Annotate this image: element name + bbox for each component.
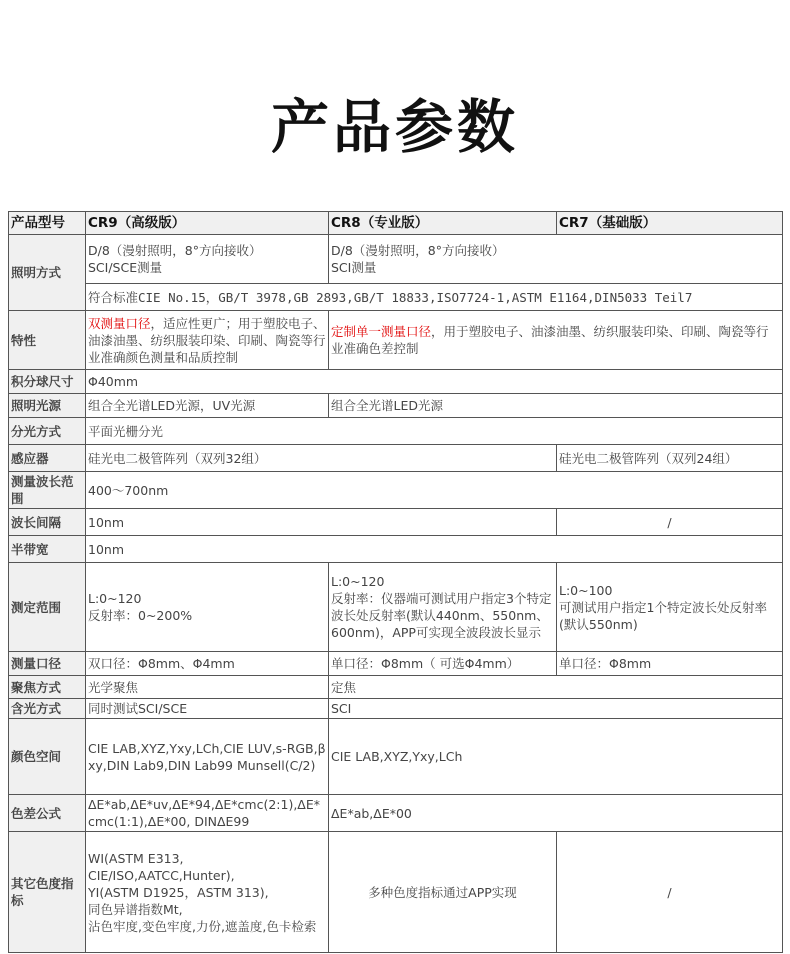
row-label-focus: 聚焦方式 <box>9 676 86 699</box>
row-label-specular: 含光方式 <box>9 699 86 719</box>
cell-cr9-features <box>86 311 329 370</box>
cell-cr9-other-indices <box>86 832 329 953</box>
cell-line: WI(ASTM E313, <box>88 850 184 866</box>
table-row <box>9 445 783 472</box>
cell-half-bandwidth: 10nm <box>86 536 783 563</box>
cell-cr9-focus: 光学聚焦 <box>86 676 329 699</box>
cell-cr9-aperture: 双口径：Φ8mm、Φ4mm <box>86 652 329 676</box>
row-label-color-diff: 色差公式 <box>9 795 86 832</box>
cell-line: 反射率：仪器端可测试用户指定3个特定波长处反射率(默认440nm、550nm、600nm)，APP可实现全波段波长显示 <box>331 591 552 640</box>
table-row <box>9 676 783 699</box>
cell-line: D/8（漫射照明，8°方向接收） <box>88 243 262 258</box>
header-cr8: CR8（专业版） <box>329 212 557 235</box>
row-label-other-indices: 其它色度指标 <box>9 832 86 953</box>
row-label-half-bandwidth: 半带宽 <box>9 536 86 563</box>
page-title: 产品参数 <box>270 93 519 161</box>
table-row <box>9 235 783 284</box>
cell-cr8-cr7-specular: SCI <box>329 699 783 719</box>
cell-line: 同色异谱指数Mt, <box>88 901 183 917</box>
table-row <box>9 652 783 676</box>
cell-cr7-measure-range <box>557 563 783 652</box>
cell-cr9-color-space: CIE LAB,XYZ,Yxy,LCh,CIE LUV,s-RGB,βxy,DIN Lab9,DIN Lab99 Munsell(C/2) <box>86 719 329 795</box>
cell-line: 沾色牢度,变色牢度,力份,遮盖度,色卡检索 <box>88 918 317 934</box>
cell-standards: 符合标准CIE No.15，GB/T 3978,GB 2893,GB/T 18833,ISO7724-1,ASTM E1164,DIN5033 Teil7 <box>86 284 783 311</box>
cell-text: ，适应性更广；用于塑胶电子、油漆油墨、纺织服装印染、印刷、陶瓷等行业准确颜色测量和品质控制 <box>88 315 326 365</box>
spec-table <box>8 211 783 953</box>
row-label-measure-range: 测定范围 <box>9 563 86 652</box>
cell-cr8-other-indices: 多种色度指标通过APP实现 <box>329 832 557 953</box>
table-row <box>9 536 783 563</box>
cell-cr8-cr7-color-space: CIE LAB,XYZ,Yxy,LCh <box>329 719 783 795</box>
row-label-features: 特性 <box>9 311 86 370</box>
cell-line: SCI/SCE测量 <box>88 260 163 275</box>
cell-cr8-cr7-focus: 定焦 <box>329 676 783 699</box>
cell-sphere: Φ40mm <box>86 370 783 394</box>
cell-cr7-other-indices: / <box>557 832 783 953</box>
table-row <box>9 699 783 719</box>
highlight-text: 定制单一测量口径 <box>331 324 432 339</box>
cell-cr9-measure-range <box>86 563 329 652</box>
row-label-light-source: 照明光源 <box>9 394 86 418</box>
table-row <box>9 394 783 418</box>
header-cr9: CR9（高级版） <box>86 212 329 235</box>
cell-line: 反射率：0~200% <box>88 608 193 623</box>
table-row <box>9 418 783 445</box>
cell-line: CIE/ISO,AATCC,Hunter), <box>88 867 235 883</box>
cell-wavelength-range: 400～700nm <box>86 472 783 509</box>
row-label-color-space: 颜色空间 <box>9 719 86 795</box>
cell-cr8-cr7-light-source: 组合全光谱LED光源 <box>329 394 783 418</box>
cell-line: L:0~100 <box>559 582 613 598</box>
cell-cr9-cr8-sensor: 硅光电二极管阵列（双列32组） <box>86 445 557 472</box>
cell-cr9-illumination <box>86 235 329 284</box>
cell-text: ，用于塑胶电子、油漆油墨、纺织服装印染、印刷、陶瓷等行业准确色差控制 <box>331 324 769 356</box>
cell-line: SCI测量 <box>331 260 377 275</box>
row-label-illumination: 照明方式 <box>9 235 86 311</box>
row-label-wavelength-range: 测量波长范围 <box>9 472 86 509</box>
table-row <box>9 795 783 832</box>
cell-line: 可测试用户指定1个特定波长处反射率(默认550nm) <box>559 599 767 632</box>
cell-line: YI(ASTM D1925，ASTM 313), <box>88 884 269 900</box>
cell-cr7-wavelength-interval: / <box>557 509 783 536</box>
cell-cr8-cr7-color-diff: ΔE*ab,ΔE*00 <box>329 795 783 832</box>
highlight-text: 双测量口径 <box>88 315 151 331</box>
row-label-sensor: 感应器 <box>9 445 86 472</box>
cell-cr7-sensor: 硅光电二极管阵列（双列24组） <box>557 445 783 472</box>
row-label-aperture: 测量口径 <box>9 652 86 676</box>
cell-cr8-measure-range <box>329 563 557 652</box>
cell-line: L:0~120 <box>331 574 385 589</box>
table-row <box>9 563 783 652</box>
cell-line: L:0~120 <box>88 591 142 606</box>
cell-cr9-specular: 同时测试SCI/SCE <box>86 699 329 719</box>
table-row <box>9 284 783 311</box>
row-label-spectral: 分光方式 <box>9 418 86 445</box>
table-header-row <box>9 212 783 235</box>
cell-cr9-cr8-wavelength-interval: 10nm <box>86 509 557 536</box>
cell-cr9-color-diff: ΔE*ab,ΔE*uv,ΔE*94,ΔE*cmc(2:1),ΔE*cmc(1:1),ΔE*00, DINΔE99 <box>86 795 329 832</box>
table-row <box>9 370 783 394</box>
cell-cr8-aperture: 单口径：Φ8mm（ 可选Φ4mm） <box>329 652 557 676</box>
table-row <box>9 832 783 953</box>
cell-cr7-aperture: 单口径：Φ8mm <box>557 652 783 676</box>
cell-cr8-cr7-illumination <box>329 235 783 284</box>
header-model-label: 产品型号 <box>9 212 86 235</box>
table-row <box>9 311 783 370</box>
cell-line: D/8（漫射照明，8°方向接收） <box>331 243 505 258</box>
cell-cr8-cr7-features <box>329 311 783 370</box>
row-label-wavelength-interval: 波长间隔 <box>9 509 86 536</box>
table-row <box>9 719 783 795</box>
cell-cr9-light-source: 组合全光谱LED光源，UV光源 <box>86 394 329 418</box>
table-row <box>9 472 783 509</box>
header-cr7: CR7（基础版） <box>557 212 783 235</box>
table-row <box>9 509 783 536</box>
cell-spectral: 平面光栅分光 <box>86 418 783 445</box>
row-label-sphere: 积分球尺寸 <box>9 370 86 394</box>
